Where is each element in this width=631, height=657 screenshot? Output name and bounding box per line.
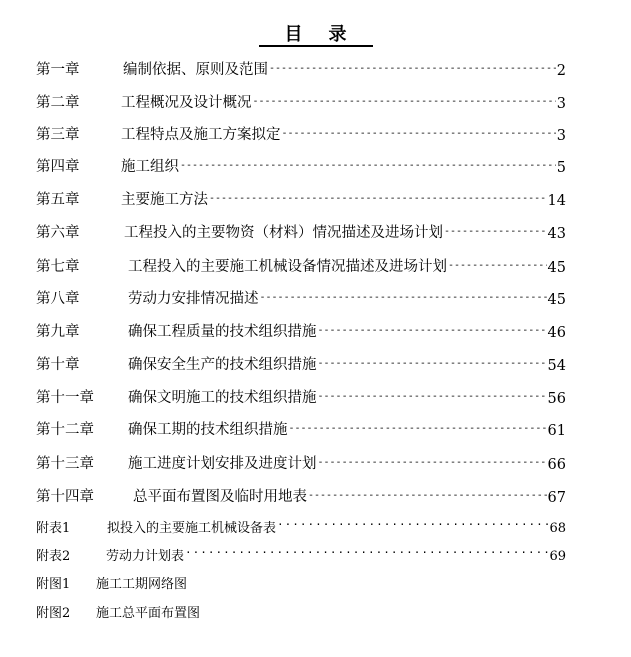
appendix-number: 附图1 — [36, 577, 71, 592]
page-number: 14 — [547, 193, 566, 209]
chapter-title: 施工组织 — [121, 159, 179, 175]
chapter-title: 确保安全生产的技术组织措施 — [128, 357, 317, 373]
page-number: 3 — [556, 96, 566, 112]
page-number: 56 — [547, 391, 566, 407]
chapter-number: 第十二章 — [36, 422, 94, 438]
chapter-number: 第四章 — [36, 159, 80, 175]
page-number: 54 — [547, 358, 566, 374]
dot-leader — [269, 62, 556, 79]
appendix-title: 劳动力计划表 — [106, 549, 185, 564]
toc-entry — [36, 254, 566, 276]
dot-leader — [282, 127, 556, 144]
toc-entry — [36, 187, 566, 209]
toc-entry — [36, 286, 566, 308]
toc-entry — [36, 451, 566, 473]
page-number: 69 — [549, 549, 566, 564]
appendix-title: 施工工期网络图 — [96, 577, 188, 592]
appendix-number: 附表2 — [36, 549, 71, 564]
chapter-title: 确保工程质量的技术组织措施 — [128, 324, 317, 340]
chapter-number: 第十三章 — [36, 456, 94, 472]
page-number: 46 — [547, 325, 566, 341]
dot-leader — [277, 518, 548, 536]
page-number: 61 — [547, 423, 566, 439]
toc-entry — [36, 417, 566, 439]
chapter-title: 确保工期的技术组织措施 — [128, 422, 288, 438]
chapter-number: 第十四章 — [36, 489, 94, 505]
chapter-number: 第一章 — [36, 62, 80, 78]
dot-leader — [308, 489, 547, 506]
chapter-title: 总平面布置图及临时用地表 — [133, 489, 307, 505]
chapter-number: 第九章 — [36, 324, 80, 340]
chapter-number: 第三章 — [36, 127, 80, 143]
dot-leader — [180, 159, 556, 176]
chapter-title: 工程特点及施工方案拟定 — [121, 127, 281, 143]
toc-entry — [36, 90, 566, 112]
toc-entry — [36, 385, 566, 407]
chapter-number: 第十一章 — [36, 390, 94, 406]
toc-entry — [36, 122, 566, 144]
chapter-title: 工程投入的主要物资（材料）情况描述及进场计划 — [124, 225, 443, 241]
chapter-number: 第八章 — [36, 291, 80, 307]
dot-leader — [318, 357, 547, 374]
dot-leader — [185, 546, 548, 564]
appendix-entry — [36, 542, 566, 564]
chapter-title: 工程概况及设计概况 — [121, 95, 252, 111]
dot-leader — [253, 95, 556, 112]
chapter-title: 主要施工方法 — [121, 192, 208, 208]
chapter-number: 第十章 — [36, 357, 80, 373]
toc-entry — [36, 319, 566, 341]
toc-entry — [36, 220, 566, 242]
appendix-entry — [36, 599, 566, 621]
dot-leader — [448, 259, 547, 276]
toc-entry — [36, 484, 566, 506]
chapter-number: 第五章 — [36, 192, 80, 208]
appendix-title: 施工总平面布置图 — [96, 606, 201, 621]
dot-leader — [444, 225, 547, 242]
dot-leader — [318, 324, 547, 341]
toc-title: 目录 — [0, 20, 631, 46]
page-number: 3 — [556, 128, 566, 144]
page-number: 68 — [549, 521, 566, 536]
toc-entry — [36, 154, 566, 176]
chapter-title: 工程投入的主要施工机械设备情况描述及进场计划 — [128, 259, 447, 275]
appendix-entry — [36, 514, 566, 536]
chapter-title: 劳动力安排情况描述 — [128, 291, 259, 307]
page-number: 2 — [556, 63, 566, 79]
chapter-title: 编制依据、原则及范围 — [123, 62, 268, 78]
page-number: 45 — [547, 260, 566, 276]
page-number: 45 — [547, 292, 566, 308]
appendix-entry — [36, 570, 566, 592]
chapter-number: 第二章 — [36, 95, 80, 111]
dot-leader — [318, 456, 547, 473]
dot-leader — [260, 291, 547, 308]
appendix-number: 附图2 — [36, 606, 71, 621]
chapter-title: 施工进度计划安排及进度计划 — [128, 456, 317, 472]
page-number: 5 — [556, 160, 566, 176]
chapter-number: 第七章 — [36, 259, 80, 275]
toc-entry — [36, 57, 566, 79]
page-number: 67 — [547, 490, 566, 506]
dot-leader — [209, 192, 547, 209]
dot-leader — [289, 422, 547, 439]
page-number: 43 — [547, 226, 566, 242]
chapter-number: 第六章 — [36, 225, 80, 241]
appendix-title: 拟投入的主要施工机械设备表 — [107, 521, 277, 536]
page-number: 66 — [547, 457, 566, 473]
chapter-title: 确保文明施工的技术组织措施 — [128, 390, 317, 406]
toc-entry — [36, 352, 566, 374]
appendix-number: 附表1 — [36, 521, 71, 536]
dot-leader — [318, 390, 547, 407]
